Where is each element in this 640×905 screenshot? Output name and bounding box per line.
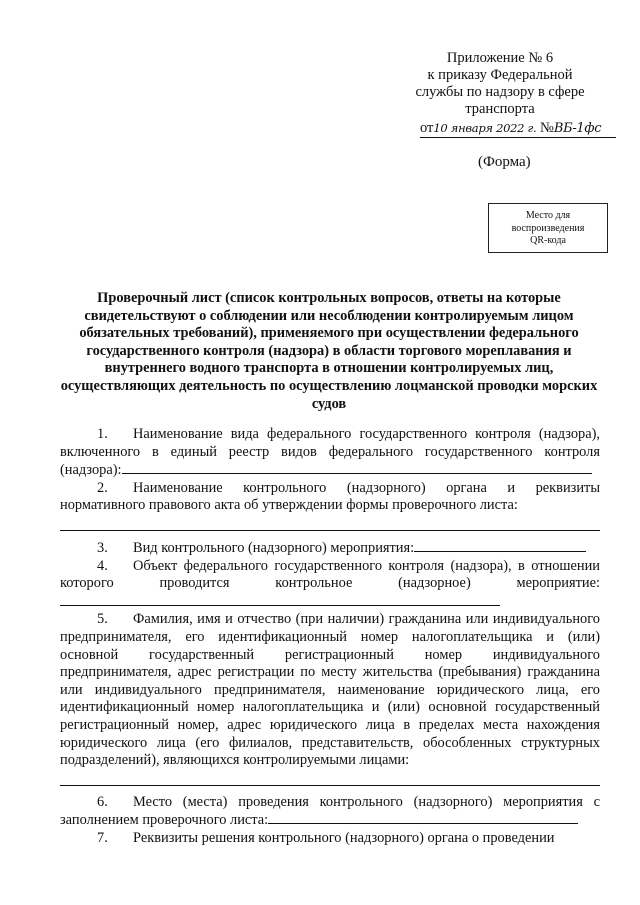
item-number: 6. [97, 793, 108, 810]
qr-box-line: воспроизведения [511, 222, 585, 234]
fill-blank[interactable] [268, 811, 578, 824]
item-text: Объект федерального государственного контроля (надзора), в отношении которого проводится контрольное (надзорное) мероприятие: [60, 557, 600, 592]
item-text: Вид контрольного (надзорного) мероприятия: [133, 539, 415, 556]
item-5 [60, 611, 600, 769]
item-number: 2. [97, 479, 108, 496]
order-number-prefix: № [539, 120, 554, 136]
item-text: Реквизиты решения контрольного (надзорного) органа о проведении [133, 829, 555, 846]
document-body [60, 426, 600, 847]
item-3 [60, 539, 600, 558]
item-number: 3. [97, 539, 108, 556]
item-1 [60, 426, 600, 480]
handwritten-date: 10 января 2022 г. [433, 121, 537, 135]
item-text: Фамилия, имя и отчество (при наличии) гражданина или индивидуального предпринимателя, его идентификационный номер налогоплательщика и (или) основной государственный регистрационный номер индивидуального предпринимателя, адрес регистрации по месту жительства (пребывания) гражданина или индивидуального предпринимателя, наименование юридического лица, его идентификационный номер налогоплательщика и (или) основной государственный регистрационный номер, адрес юридического лица в пределах места нахождения юридического лица (его филиалов, представительств, обособленных структурных подразделений), являющихся контролируемыми лицами: [60, 611, 600, 769]
item-text: Место (места) проведения контрольного (надзорного) мероприятия с заполнением проверочного листа: [60, 793, 600, 829]
appendix-line: транспорта [465, 101, 535, 117]
qr-box-line: Место для [525, 210, 571, 221]
appendix-line: к приказу Федеральной [427, 67, 573, 83]
order-date-number [420, 120, 602, 140]
handwritten-number: ВБ-1фс [553, 121, 602, 136]
item-number: 5. [97, 611, 108, 628]
qr-code-placeholder [488, 203, 608, 253]
document-title: Проверочный лист (список контрольных вопросов, ответы на которые свидетельствуют о соблюдении или несоблюдении контролируемым лицом обязательных требований), применяемого при осуществлении федерального государственного контроля (надзора) в области торгового мореплавания и внутреннего водного транспорта в отношении контролируемых лиц, осуществляющих деятельность по осуществлению лоцманской проводки морских судов [60, 290, 598, 412]
appendix-line: службы по надзору в сфере [415, 84, 585, 100]
fill-line[interactable] [60, 770, 600, 786]
item-4 [60, 558, 600, 612]
item-number: 4. [97, 557, 108, 574]
item-2 [60, 480, 600, 515]
item-text: Наименование вида федерального государственного контроля (надзора), включенного в единый реестр видов федерального государственного контроля (надзора): [60, 426, 600, 479]
order-prefix: от [420, 120, 434, 136]
item-number: 1. [97, 426, 108, 442]
fill-line[interactable] [60, 515, 600, 531]
item-6 [60, 794, 600, 830]
order-date-field [420, 120, 616, 138]
fill-blank[interactable] [122, 461, 592, 474]
fill-blank[interactable] [60, 593, 500, 606]
item-7 [60, 830, 600, 848]
form-label: (Форма) [478, 154, 531, 170]
item-number: 7. [97, 829, 108, 846]
qr-box-line: QR-кода [530, 235, 566, 246]
appendix-line: Приложение № 6 [446, 50, 554, 66]
item-text: Наименование контрольного (надзорного) органа и реквизиты нормативного правового акта об утверждении формы проверочного листа: [60, 479, 600, 514]
appendix-header [400, 50, 600, 118]
fill-blank[interactable] [414, 539, 586, 552]
